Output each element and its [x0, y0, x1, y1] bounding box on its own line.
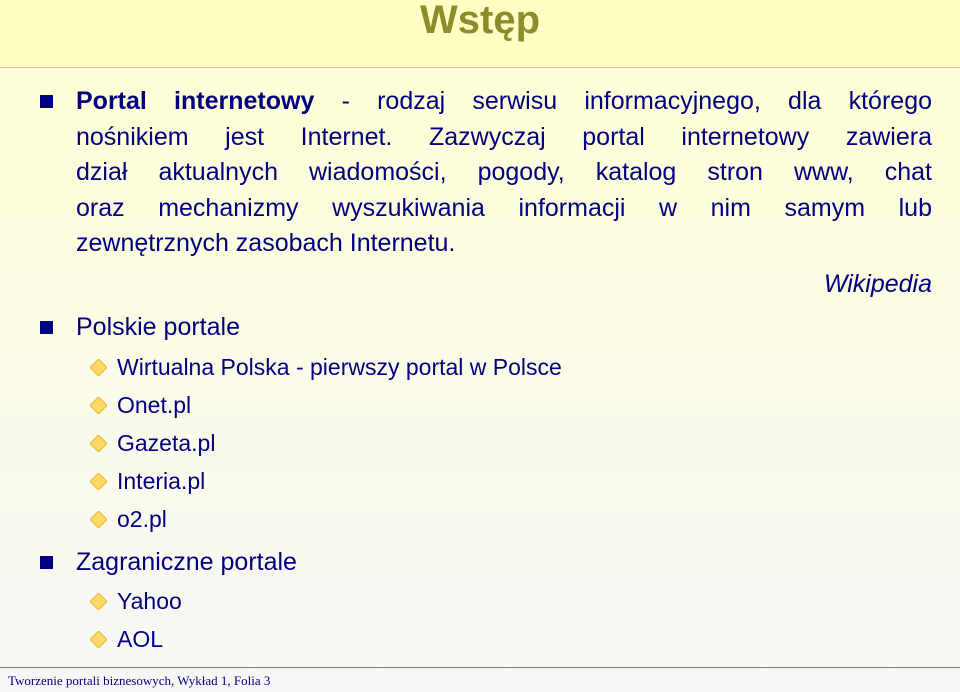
- footer-text: Tworzenie portali biznesowych, Wykład 1, Folia 3: [8, 673, 271, 688]
- slide-title: Wstęp: [420, 0, 540, 42]
- list-item: [90, 623, 163, 655]
- list-item: [90, 427, 215, 459]
- footer-divider: [0, 667, 960, 668]
- diamond-bullet-icon: [90, 397, 107, 414]
- portal-item-label: Interia.pl: [117, 468, 206, 494]
- diamond-bullet-icon: [90, 631, 107, 648]
- portal-item-label: AOL: [117, 626, 164, 652]
- definition-line-5: zewnętrznych zasobach Internetu.: [76, 229, 456, 257]
- list-item: [90, 585, 182, 617]
- list-item: [90, 503, 167, 535]
- definition-line-3: dział aktualnych wiadomości, pogody, katalog stron www, chat: [76, 158, 932, 186]
- foreign-portals-heading: Zagraniczne portale: [76, 548, 297, 576]
- diamond-bullet-icon: [90, 593, 107, 610]
- definition-paragraph: [76, 84, 932, 262]
- portal-item-label: Yahoo: [117, 588, 182, 614]
- diamond-bullet-icon: [90, 435, 107, 452]
- portal-item-label: Onet.pl: [117, 392, 192, 418]
- portal-item-label: Gazeta.pl: [117, 430, 216, 456]
- definition-line-4: oraz mechanizmy wyszukiwania informacji w nim samym lub: [76, 193, 932, 222]
- diamond-bullet-icon: [90, 359, 107, 376]
- portal-item-label: Wirtualna Polska - pierwszy portal w Polsce: [117, 354, 562, 380]
- polish-portals-heading: Polskie portale: [76, 313, 240, 341]
- portal-item-label: o2.pl: [117, 506, 167, 532]
- diamond-bullet-icon: [90, 473, 107, 490]
- list-item: [90, 389, 191, 421]
- source-citation: Wikipedia: [823, 270, 932, 298]
- definition-line-1: Portal internetowy - rodzaj serwisu informacyjnego, dla którego: [76, 87, 932, 115]
- title-bar: [0, 0, 960, 68]
- bullet-square-icon: [40, 321, 53, 334]
- list-item: [90, 351, 562, 383]
- bullet-square-icon: [40, 556, 53, 569]
- definition-term: Portal internetowy: [76, 87, 315, 115]
- definition-line-2: nośnikiem jest Internet. Zazwyczaj portal internetowy zawiera: [76, 122, 932, 151]
- diamond-bullet-icon: [90, 511, 107, 528]
- bullet-square-icon: [40, 95, 53, 108]
- list-item: [90, 465, 205, 497]
